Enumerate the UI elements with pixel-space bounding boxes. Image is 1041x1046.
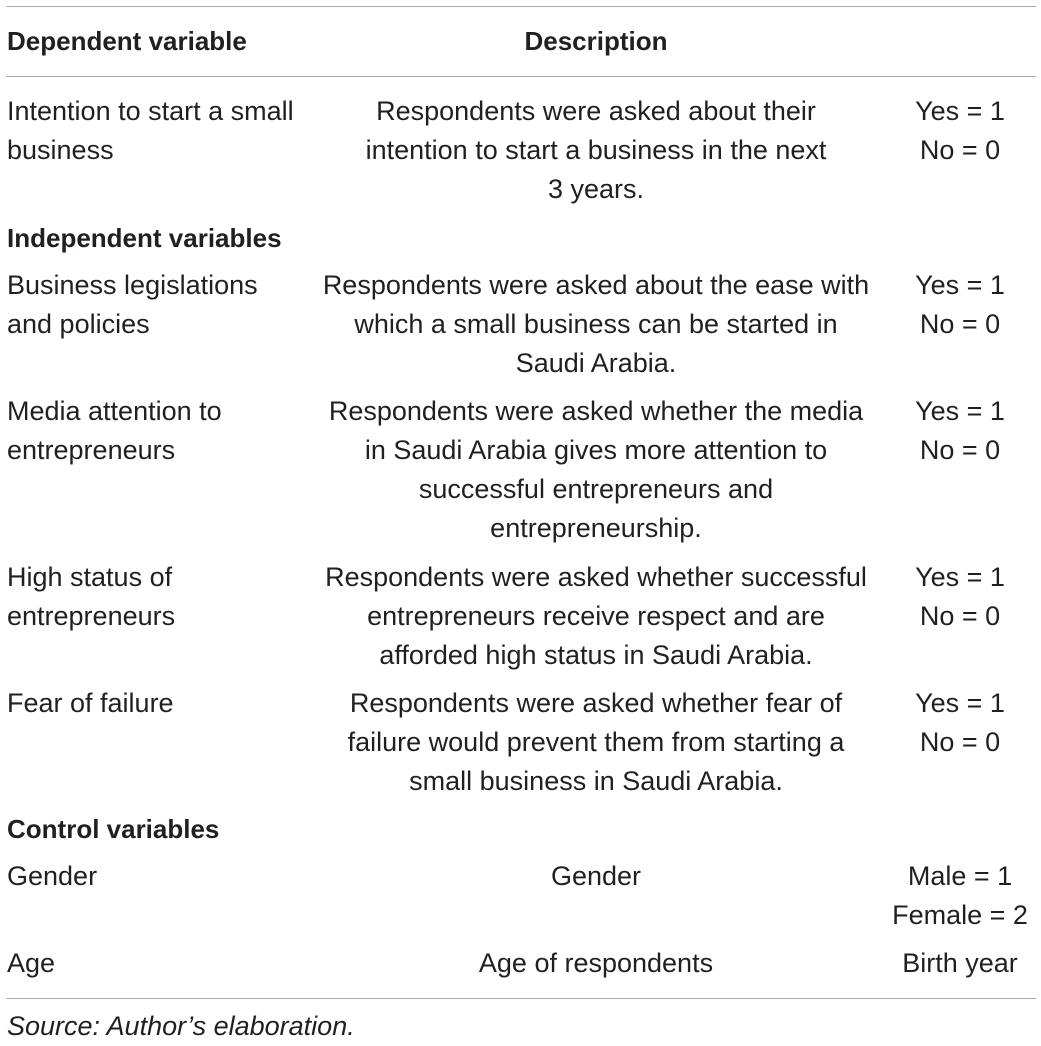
description-line: Gender [550, 861, 642, 891]
variable-coding [880, 684, 1040, 762]
coding-line: Male = 1 [907, 861, 1013, 891]
description-line: Respondents were asked about the ease with [322, 270, 870, 300]
variable-description [300, 684, 892, 801]
coding-line: No = 0 [919, 601, 1001, 631]
variable-coding [880, 92, 1040, 170]
header-rule [6, 76, 1036, 77]
coding-line: No = 0 [919, 135, 1001, 165]
variable-name-line: Age [7, 948, 56, 978]
variable-name-line: Media attention to [7, 396, 222, 426]
coding-line: Birth year [902, 948, 1018, 978]
coding-line: No = 0 [919, 435, 1001, 465]
source-note: Source: Author’s elaboration. [7, 1011, 355, 1041]
coding-line: Yes = 1 [915, 396, 1005, 426]
description-line: Respondents were asked whether fear of [349, 688, 843, 718]
coding-line: Yes = 1 [915, 688, 1005, 718]
variable-name-line: Gender [7, 861, 98, 891]
variable-coding [880, 266, 1040, 344]
header-dependent-variable: Dependent variable [7, 26, 247, 56]
variable-name [7, 266, 258, 344]
description-line: 3 years. [547, 174, 645, 204]
coding-line: No = 0 [919, 727, 1001, 757]
variable-name-line: Fear of failure [7, 688, 174, 718]
independent-variables-heading: Independent variables [7, 223, 282, 253]
variable-description [300, 857, 892, 896]
coding-line: No = 0 [919, 309, 1001, 339]
description-line: Respondents were asked about their [376, 96, 816, 126]
description-line: entrepreneurs receive respect and are [367, 601, 825, 631]
variable-description [300, 392, 892, 548]
description-line: intention to start a business in the next [365, 135, 827, 165]
variable-coding [880, 857, 1040, 935]
variable-description [300, 266, 892, 383]
description-line: in Saudi Arabia gives more attention to [364, 435, 828, 465]
variable-name [7, 558, 175, 636]
table-top-rule [6, 6, 1036, 7]
variable-name [7, 857, 97, 896]
coding-line: Yes = 1 [915, 270, 1005, 300]
description-line: successful entrepreneurs and [418, 474, 774, 504]
variable-name-line: Business legislations [7, 270, 258, 300]
coding-line: Female = 2 [892, 900, 1028, 930]
variable-name-line: Intention to start a small [7, 96, 294, 126]
coding-line: Yes = 1 [915, 562, 1005, 592]
description-line: failure would prevent them from starting a [347, 727, 845, 757]
variable-name-line: business [7, 135, 114, 165]
variable-name [7, 944, 55, 983]
description-line: Respondents were asked whether successful [325, 562, 867, 592]
description-line: Respondents were asked whether the media [328, 396, 864, 426]
variable-coding [880, 392, 1040, 470]
description-line: small business in Saudi Arabia. [409, 766, 783, 796]
description-line: afforded high status in Saudi Arabia. [379, 640, 813, 670]
variable-name-line: and policies [7, 309, 150, 339]
header-description: Description [524, 26, 668, 56]
description-line: entrepreneurship. [490, 513, 702, 543]
variable-name [7, 92, 294, 170]
description-line: Age of respondents [478, 948, 714, 978]
variable-description [300, 944, 892, 983]
control-variables-heading: Control variables [7, 814, 220, 844]
variable-coding [880, 944, 1040, 983]
variable-name [7, 684, 174, 723]
description-line: which a small business can be started in [354, 309, 838, 339]
variable-name-line: entrepreneurs [7, 601, 176, 631]
coding-line: Yes = 1 [915, 96, 1005, 126]
variable-name-line: entrepreneurs [7, 435, 176, 465]
variable-name [7, 392, 222, 470]
variable-coding [880, 558, 1040, 636]
variable-description [300, 558, 892, 675]
table-bottom-rule [6, 998, 1036, 999]
variable-description [300, 92, 892, 209]
description-line: Saudi Arabia. [515, 348, 677, 378]
variable-name-line: High status of [7, 562, 173, 592]
